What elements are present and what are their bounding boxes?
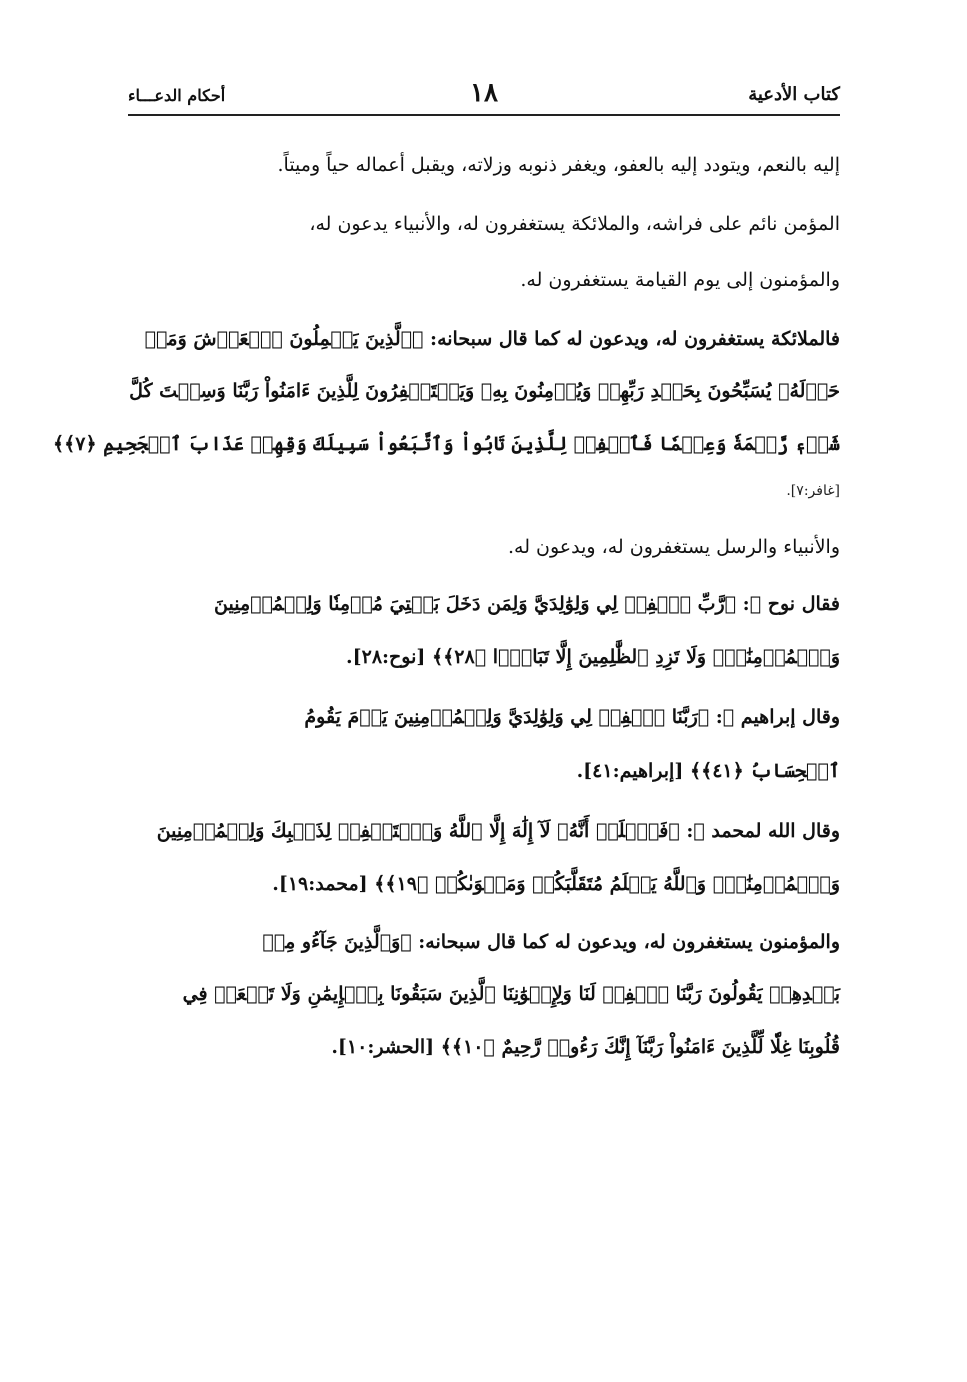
verse-line: فقال نوح ﷺ: ﴿رَّبِّ ٱغۡفِرۡ لِي وَلِوَٰلِدَيَّ وَلِمَن دَخَلَ بَيۡتِيَ مُؤۡمِنٗا وَلِلۡمُؤۡمِنِينَ bbox=[214, 593, 840, 615]
book-title: كتاب الأدعية bbox=[748, 84, 840, 105]
text-line: والمؤمنون إلى يوم القيامة يستغفرون له. bbox=[520, 269, 840, 291]
verse-reference: [غافر:٧]. bbox=[786, 483, 840, 499]
verse-line: حَوۡلَهُۥ يُسَبِّحُونَ بِحَمۡدِ رَبِّهِمۡ وَيُؤۡمِنُونَ بِهِۦ وَيَسۡتَغۡفِرُونَ لِلَّذِينَ ءَامَنُواْ رَبَّنَا وَسِعۡتَ كُلَّ bbox=[129, 380, 840, 402]
verse-line: ٱلۡحِسَابُ ﴿٤١﴾﴾ [إبراهيم:٤١]. bbox=[576, 760, 840, 782]
page-number: ١٨ bbox=[470, 78, 498, 108]
verse-line: قُلُوبِنَا غِلّٗا لِّلَّذِينَ ءَامَنُواْ رَبَّنَآ إِنَّكَ رَءُوفٞ رَّحِيمٌ ﴿١٠﴾﴾ [الحشر:١٠]. bbox=[331, 1036, 840, 1058]
verse-line: وقال إبراهيم ﷺ: ﴿رَبَّنَا ٱغۡفِرۡ لِي وَلِوَٰلِدَيَّ وَلِلۡمُؤۡمِنِينَ يَوۡمَ يَقُومُ bbox=[304, 706, 840, 728]
verse-line: فالملائكة يستغفرون له، ويدعون له كما قال سبحانه: ﴿ٱلَّذِينَ يَحۡمِلُونَ ٱلۡعَرۡشَ وَمَنۡ bbox=[144, 328, 840, 350]
text-line: والأنبياء والرسل يستغفرون له، ويدعون له. bbox=[507, 536, 840, 558]
verse-line: وَٱلۡمُؤۡمِنَٰتِۖ وَلَا تَزِدِ ٱلظَّٰلِمِينَ إِلَّا تَبَارَۢا ﴿٢٨﴾﴾ [نوح:٢٨]. bbox=[346, 646, 840, 668]
verse-line: بَعۡدِهِمۡ يَقُولُونَ رَبَّنَا ٱغۡفِرۡ لَنَا وَلِإِخۡوَٰنِنَا ٱلَّذِينَ سَبَقُونَا بِٱلۡإِيمَٰنِ وَلَا تَجۡعَلۡ فِي bbox=[182, 983, 840, 1005]
verse-line: وقال الله لمحمد ﷺ: ﴿فَٱعۡلَمۡ أَنَّهُۥ لَآ إِلَٰهَ إِلَّا ٱللَّهُ وَٱسۡتَغۡفِرۡ لِذَنۢبِكَ وَلِلۡمُؤۡمِنِينَ bbox=[156, 820, 840, 842]
text-line: إليه بالنعم، ويتودد إليه بالعفو، ويغفر ذنوبه وزلاته، ويقبل أعماله حياً وميتاً. bbox=[277, 154, 840, 176]
text-line: المؤمن نائم على فراشه، والملائكة يستغفرون له، والأنبياء يدعون له، bbox=[309, 213, 840, 235]
verse-line: وَٱلۡمُؤۡمِنَٰتِۗ وَٱللَّهُ يَعۡلَمُ مُتَقَلَّبَكُمۡ وَمَثۡوَىٰكُمۡ ﴿١٩﴾﴾ [محمد:١٩]. bbox=[272, 873, 840, 895]
running-header bbox=[128, 76, 840, 116]
header-rule bbox=[128, 114, 840, 116]
chapter-title: أحكام الدعـــاء bbox=[128, 86, 226, 105]
verse-line: شَيۡءٖ رَّحۡمَةٗ وَعِلۡمٗا فَٱغۡفِرۡ لِلَّذِينَ تَابُواْ وَٱتَّبَعُواْ سَبِيلَكَ وَقِهِمۡ عَذَابَ ٱلۡجَحِيمِ ﴿٧﴾﴾ bbox=[52, 433, 840, 455]
verse-line: والمؤمنون يستغفرون له، ويدعون له كما قال سبحانه: ﴿وَٱلَّذِينَ جَآءُو مِنۢ bbox=[262, 931, 840, 953]
